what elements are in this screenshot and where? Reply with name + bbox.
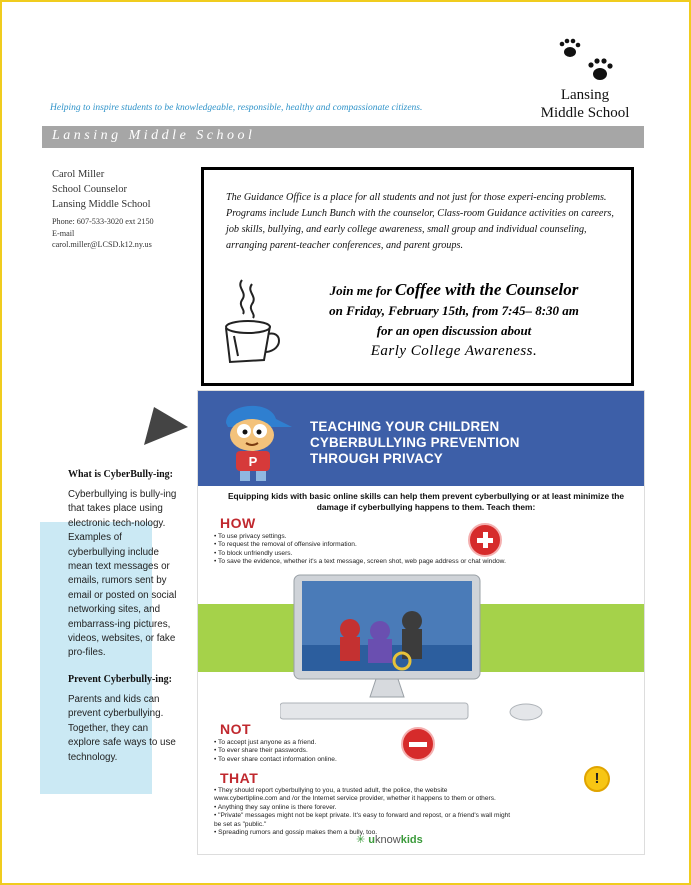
sidebar-heading-prevent: Prevent Cyberbully-ing: — [68, 673, 172, 685]
coffee-date: on Friday, February 15th, from 7:45– 8:30 am — [329, 303, 579, 318]
contact-block — [52, 167, 154, 251]
contact-title: School Counselor — [52, 184, 127, 195]
sidebar-paragraph-what: Cyberbullying is bully-ing that takes place using electronic tech-nology. Examples of cyberbullying include mean text messages or emails, rumors sent by email or posted on social networking sites, and embarrass-ing pictures, videos, websites, or fake pro-files. — [68, 489, 177, 659]
that-list: • They should report cyberbullying to you, a trusted adult, the police, the website www.cybertipline.com and /or the Internet service provider, whether it happens to them or others. • Anything they say online is there forever. • "Private" messages might not be kept private. It's easy to forward and repost, or a friend's wall might be set as "public." • Spreading rumors and gossip makes them a bully, too. — [214, 787, 511, 837]
coffee-event-name: Coffee with the Counselor — [394, 280, 579, 299]
not-list: • To accept just anyone as a friend. • To ever share their passwords. • To ever share contact information online. — [214, 739, 337, 763]
contact-phone: Phone: 607-533-3020 ext 2150 — [52, 217, 154, 226]
plus-icon — [468, 523, 502, 557]
svg-text:P: P — [248, 454, 258, 469]
tagline: Helping to inspire students to be knowledgeable, responsible, healthy and compassionate citizens. — [50, 103, 423, 113]
how-list: • To use privacy settings. • To request the removal of offensive information. • To block unfriendly users. • To save the evidence, whether it's a text message, screen shot, web page address or chat window. — [214, 533, 506, 566]
poster-intro: Equipping kids with basic online skills can help them prevent cyberbullying or at least minimize the damage if cyberbullying happens to them. Teach them: — [227, 491, 625, 512]
coffee-topic: Early College Awareness. — [370, 343, 538, 359]
contact-email[interactable]: carol.miller@LCSD.k12.ny.us — [52, 240, 152, 249]
cyberbullying-sidebar — [68, 468, 178, 777]
contact-school: Lansing Middle School — [52, 199, 151, 210]
minus-icon — [401, 727, 435, 761]
coffee-purpose: for an open discussion about — [376, 323, 532, 338]
paw-prints-icon — [556, 38, 616, 86]
how-heading: HOW — [220, 515, 256, 531]
guidance-callout-box — [201, 167, 634, 386]
that-heading: THAT — [220, 770, 259, 786]
pointer-arrow-icon — [142, 405, 190, 447]
school-banner: Lansing Middle School — [42, 126, 644, 148]
warning-icon: ! — [584, 766, 610, 792]
cyberbullying-poster — [197, 390, 645, 855]
uknowkids-logo: ✳ uknowkids — [356, 834, 423, 846]
school-name-header: Lansing Middle School — [540, 87, 630, 121]
sidebar-heading-what: What is CyberBully-ing: — [68, 469, 174, 480]
not-heading: NOT — [220, 721, 252, 737]
coffee-mug-icon — [218, 276, 288, 366]
cartoon-kid-icon — [208, 397, 298, 483]
computer-monitor-icon — [280, 569, 550, 729]
contact-email-label: E-mail — [52, 228, 75, 238]
callout-body: The Guidance Office is a place for all students and not just for those experi-encing problems. Programs include Lunch Bunch with the counselor, Class-room Guidance activities on careers, job skills, bullying, and early college awareness, small group and individual counseling, arranging parent-teacher conferences, and parent groups. — [226, 192, 614, 251]
sidebar-paragraph-prevent: Parents and kids can prevent cyberbullying. Together, they can explore safe ways to use technology. — [68, 693, 176, 763]
contact-name: Carol Miller — [52, 169, 105, 180]
coffee-invitation: Join me for Coffee with the Counselor on Friday, February 15th, from 7:45– 8:30 am for an open discussion about Early College Awareness. — [284, 280, 624, 361]
poster-title: TEACHING YOUR CHILDREN CYBERBULLYING PREVENTION THROUGH PRIVACY — [310, 419, 520, 466]
